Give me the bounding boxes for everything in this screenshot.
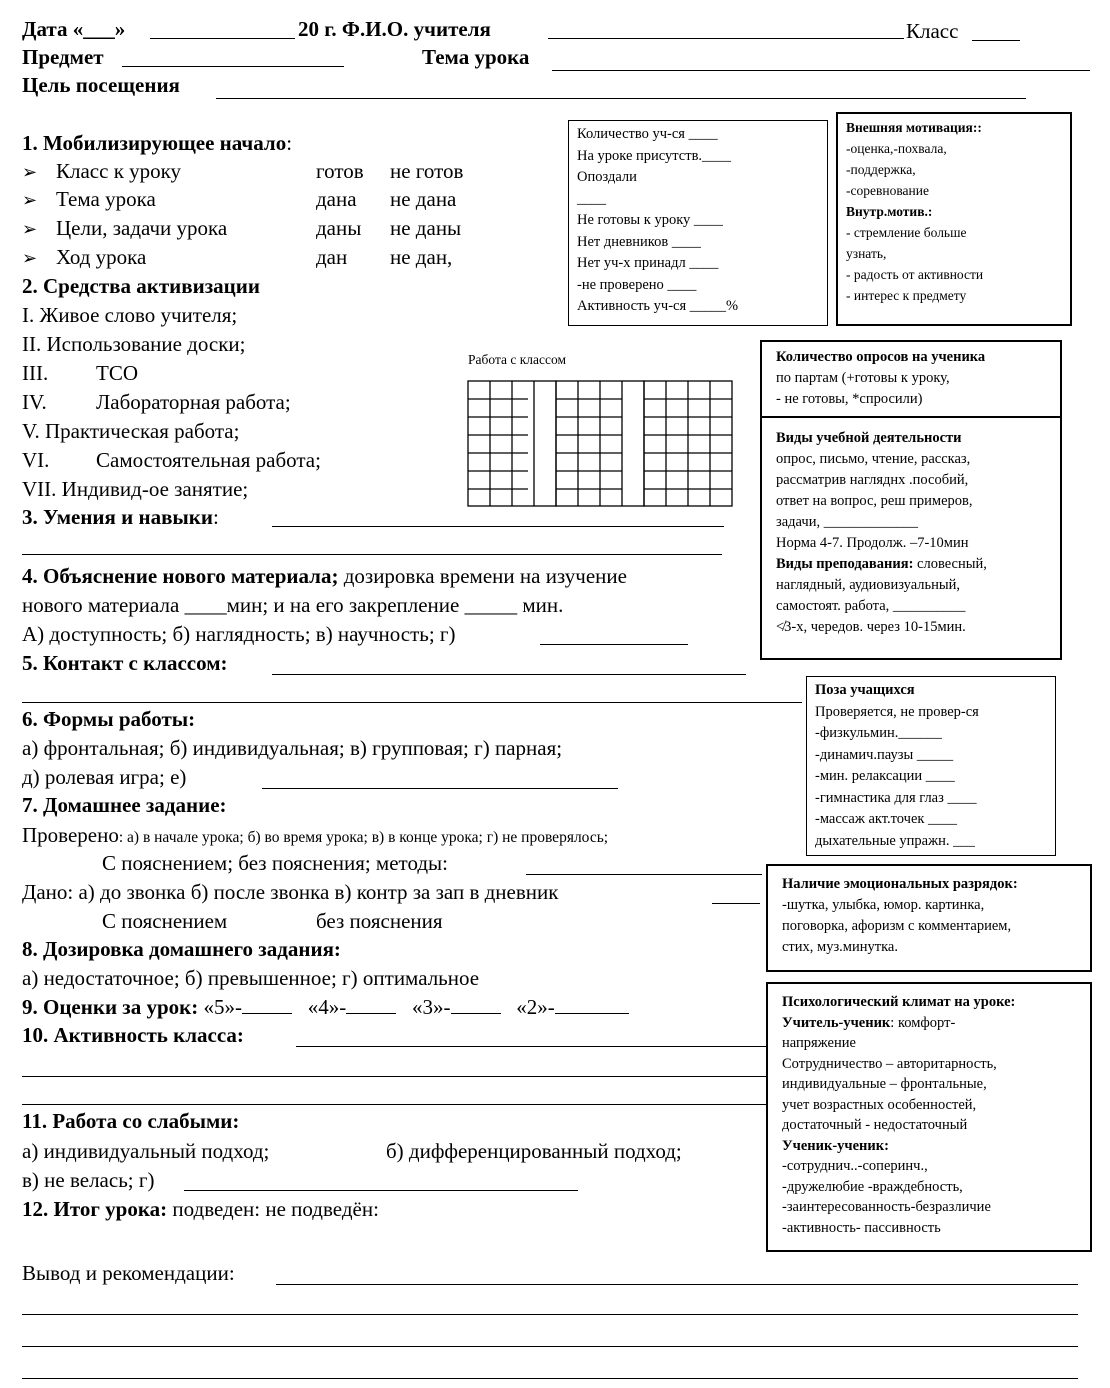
arrow-icon: ➢ bbox=[22, 219, 38, 239]
section-1-title: 1. Мобилизирующее начало: bbox=[22, 131, 293, 155]
s7-given-with-expl[interactable]: С пояснением bbox=[102, 909, 228, 933]
s1-row-3-yes[interactable]: даны bbox=[316, 216, 362, 240]
teacher-name-field[interactable] bbox=[548, 38, 904, 39]
polls-section bbox=[762, 342, 1060, 418]
polls-line: по партам (+готовы к уроку, bbox=[776, 370, 950, 386]
attendance-box bbox=[568, 120, 828, 326]
s1-row-1-no[interactable]: не готов bbox=[390, 159, 464, 183]
pose-line[interactable]: -динамич.паузы _____ bbox=[815, 746, 954, 763]
activity-line[interactable]: задачи, _____________ bbox=[776, 514, 918, 530]
s7-methods-field[interactable] bbox=[526, 874, 762, 875]
motivation-item: - стремление больше bbox=[846, 225, 967, 240]
psy-line: учет возрастных особенностей, bbox=[782, 1096, 977, 1113]
s7-given-field[interactable] bbox=[712, 903, 760, 904]
date-month-field[interactable] bbox=[150, 38, 295, 39]
motivation-int-title: Внутр.мотив.: bbox=[846, 204, 933, 219]
grade-5-field[interactable] bbox=[242, 995, 292, 1014]
attend-line[interactable]: ____ bbox=[577, 190, 606, 207]
teaching-line[interactable]: самостоят. работа, __________ bbox=[776, 598, 966, 614]
contact-field-2[interactable] bbox=[22, 702, 802, 703]
section-6-title: 6. Формы работы: bbox=[22, 707, 196, 731]
polls-title: Количество опросов на ученика bbox=[776, 349, 986, 365]
pose-line[interactable]: -гимнастика для глаз ____ bbox=[815, 789, 977, 806]
s1-row-4-no[interactable]: не дан, bbox=[390, 245, 453, 269]
s2-item-4[interactable]: IV. Лабораторная работа; bbox=[22, 390, 291, 414]
psy-line: -активность- пассивность bbox=[782, 1219, 941, 1236]
s7-checked[interactable]: Проверено: а) в начале урока; б) во время урока; в) в конце урока; г) не проверялось; bbox=[22, 823, 609, 847]
section-2-title: 2. Средства активизации bbox=[22, 274, 260, 298]
psy-sub1: Учитель-ученик: комфорт- bbox=[782, 1014, 956, 1031]
pose-line[interactable]: дыхательные упражн. ___ bbox=[815, 832, 975, 849]
activity-field-3[interactable] bbox=[22, 1104, 766, 1105]
motivation-item: -оценка,-похвала, bbox=[846, 141, 947, 156]
conclusion-field-1[interactable] bbox=[276, 1284, 1078, 1285]
section-3-title: 3. Умения и навыки: bbox=[22, 505, 219, 529]
year-teacher-label: 20 г. Ф.И.О. учителя bbox=[298, 17, 491, 41]
s11-option-c[interactable]: в) не велась; г) bbox=[22, 1168, 155, 1192]
activity-line: Норма 4-7. Продолж. –7-10мин bbox=[776, 535, 969, 551]
activity-field-2[interactable] bbox=[22, 1076, 766, 1077]
goal-field[interactable] bbox=[216, 98, 1026, 99]
motivation-item: -поддержка, bbox=[846, 162, 916, 177]
arrow-icon: ➢ bbox=[22, 248, 38, 268]
s4-other-field[interactable] bbox=[540, 644, 688, 645]
attend-line[interactable]: Количество уч-ся ____ bbox=[577, 126, 718, 142]
pose-line[interactable]: -массаж акт.точек ____ bbox=[815, 811, 958, 827]
activity-box bbox=[760, 340, 1062, 660]
s11-other-field[interactable] bbox=[184, 1190, 578, 1191]
section-12[interactable]: 12. Итог урока: подведен: не подведён: bbox=[22, 1197, 379, 1221]
psy-climate-box bbox=[766, 982, 1092, 1252]
s4-line-2[interactable]: нового материала ____мин; и на его закрепление _____ мин. bbox=[22, 593, 564, 617]
subject-field[interactable] bbox=[122, 66, 344, 67]
activity-line: рассматрив нагляднх .пособий, bbox=[776, 472, 969, 488]
psy-line: Сотрудничество – авторитарность, bbox=[782, 1055, 997, 1072]
activity-line: опрос, письмо, чтение, рассказ, bbox=[776, 451, 971, 467]
emotional-line: поговорка, афоризм с комментарием, bbox=[782, 918, 1012, 934]
skills-field-2[interactable] bbox=[22, 554, 722, 555]
subject-label: Предмет bbox=[22, 45, 104, 69]
s1-row-2-no[interactable]: не дана bbox=[390, 187, 457, 211]
s7-given-line[interactable]: Дано: а) до звонка б) после звонка в) контр за зап в дневник bbox=[22, 880, 559, 904]
attend-line[interactable]: Опоздали bbox=[577, 169, 637, 185]
pose-title: Поза учащихся bbox=[815, 682, 915, 698]
seating-grid-svg bbox=[467, 380, 735, 508]
skills-field-1[interactable] bbox=[272, 526, 724, 527]
psy-line: напряжение bbox=[782, 1035, 856, 1051]
section-9: 9. Оценки за урок: «5»- «4»- «3»- «2»- bbox=[22, 994, 629, 1020]
section-4-title: 4. Объяснение нового материала; дозировка времени на изучение bbox=[22, 564, 627, 588]
teaching-title: Виды преподавания: словесный, bbox=[776, 556, 987, 572]
activity-section bbox=[762, 418, 1060, 648]
attend-line[interactable]: Активность уч-ся _____% bbox=[577, 298, 739, 314]
attend-line[interactable]: Нет уч-х принадл ____ bbox=[577, 255, 719, 271]
psy-line: достаточный - недостаточный bbox=[782, 1117, 968, 1133]
emotional-box bbox=[766, 864, 1092, 972]
s2-item-1[interactable]: I. Живое слово учителя; bbox=[22, 303, 238, 327]
class-field[interactable] bbox=[972, 40, 1020, 41]
activity-title: Виды учебной деятельности bbox=[776, 430, 962, 446]
psy-line: индивидуальные – фронтальные, bbox=[782, 1076, 987, 1092]
attend-line[interactable]: Не готовы к уроку ____ bbox=[577, 212, 723, 228]
emotional-title: Наличие эмоциональных разрядок: bbox=[782, 876, 1018, 892]
s2-item-5[interactable]: V. Практическая работа; bbox=[22, 419, 240, 443]
teaching-line: ≮3-х, чередов. через 10-15мин. bbox=[776, 619, 966, 635]
topic-field[interactable] bbox=[552, 70, 1090, 71]
arrow-icon: ➢ bbox=[22, 162, 38, 182]
teaching-line: наглядный, аудиовизуальный, bbox=[776, 577, 961, 593]
psy-sub2: Ученик-ученик: bbox=[782, 1137, 889, 1154]
contact-field-1[interactable] bbox=[272, 674, 746, 675]
grade-2-field[interactable] bbox=[555, 995, 629, 1014]
s1-row-4-yes[interactable]: дан bbox=[316, 245, 348, 269]
motivation-box bbox=[836, 112, 1072, 326]
section-5-title: 5. Контакт с классом: bbox=[22, 651, 228, 675]
topic-label: Тема урока bbox=[422, 45, 530, 69]
conclusion-field-2[interactable] bbox=[22, 1314, 1078, 1315]
grade-4-field[interactable] bbox=[346, 995, 396, 1014]
s2-item-3[interactable]: III. ТСО bbox=[22, 361, 138, 385]
s1-row-1-yes[interactable]: готов bbox=[316, 159, 364, 183]
polls-line: - не готовы, *спросили) bbox=[776, 391, 923, 407]
s2-item-7[interactable]: VII. Индивид-ое занятие; bbox=[22, 477, 249, 501]
seating-grid-title: Работа с классом bbox=[468, 352, 567, 367]
emotional-line: стих, муз.минутка. bbox=[782, 939, 898, 955]
attend-line[interactable]: На уроке присутств.____ bbox=[577, 147, 732, 164]
s7-given-without-expl[interactable]: без пояснения bbox=[316, 909, 443, 933]
goal-label: Цель посещения bbox=[22, 73, 180, 97]
conclusion-field-4[interactable] bbox=[22, 1378, 1078, 1379]
psy-line: -сотруднич..-соперинч., bbox=[782, 1158, 928, 1174]
activity-field-1[interactable] bbox=[296, 1046, 766, 1047]
arrow-icon: ➢ bbox=[22, 190, 38, 210]
s1-row-3: ➢ Цели, задачи урока bbox=[22, 216, 228, 240]
s4-line-3[interactable]: А) доступность; б) наглядность; в) научность; г) bbox=[22, 622, 456, 646]
s1-row-2-yes[interactable]: дана bbox=[316, 187, 357, 211]
s1-row-2: ➢ Тема урока bbox=[22, 187, 156, 211]
s8-options[interactable]: а) недостаточное; б) превышенное; г) оптимальное bbox=[22, 966, 480, 990]
psy-line: -дружелюбие -враждебность, bbox=[782, 1178, 963, 1195]
s2-item-6[interactable]: VI. Самостоятельная работа; bbox=[22, 448, 321, 472]
conclusion-field-3[interactable] bbox=[22, 1346, 1078, 1347]
motivation-item: -соревнование bbox=[846, 183, 929, 198]
pose-line[interactable]: -мин. релаксации ____ bbox=[815, 768, 955, 784]
motivation-item: узнать, bbox=[846, 246, 887, 261]
s7-explanation-line[interactable]: С пояснением; без пояснения; методы: bbox=[102, 851, 448, 875]
pose-box bbox=[806, 676, 1056, 856]
s6-line-2[interactable]: д) ролевая игра; е) bbox=[22, 765, 187, 789]
s11-option-a[interactable]: а) индивидуальный подход; bbox=[22, 1139, 270, 1163]
motivation-ext-title: Внешняя мотивация:: bbox=[846, 120, 982, 135]
s6-line-1[interactable]: а) фронтальная; б) индивидуальная; в) групповая; г) парная; bbox=[22, 736, 563, 760]
conclusion-label: Вывод и рекомендации: bbox=[22, 1261, 235, 1285]
motivation-item: - радость от активности bbox=[846, 267, 984, 282]
activity-line: ответ на вопрос, реш примеров, bbox=[776, 493, 973, 509]
s1-row-4: ➢ Ход урока bbox=[22, 245, 147, 269]
attend-line[interactable]: -не проверено ____ bbox=[577, 276, 697, 293]
section-8-title: 8. Дозировка домашнего задания: bbox=[22, 937, 341, 961]
seating-grid bbox=[467, 380, 735, 513]
psy-line: -заинтересованность-безразличие bbox=[782, 1199, 991, 1215]
motivation-item: - интерес к предмету bbox=[846, 288, 967, 303]
date-label: Дата «___» bbox=[22, 17, 126, 41]
pose-line[interactable]: -физкульмин.______ bbox=[815, 725, 942, 741]
s2-item-2[interactable]: II. Использование доски; bbox=[22, 332, 246, 356]
s11-option-b[interactable]: б) дифференцированный подход; bbox=[386, 1139, 682, 1163]
s1-row-3-no[interactable]: не даны bbox=[390, 216, 462, 240]
class-label: Класс bbox=[906, 19, 959, 43]
section-11-title: 11. Работа со слабыми: bbox=[22, 1109, 240, 1133]
grade-3-field[interactable] bbox=[451, 995, 501, 1014]
pose-line[interactable]: Проверяется, не провер-ся bbox=[815, 703, 979, 720]
psy-title: Психологический климат на уроке: bbox=[782, 994, 1016, 1010]
section-10-title: 10. Активность класса: bbox=[22, 1023, 244, 1047]
s6-other-field[interactable] bbox=[262, 788, 618, 789]
s1-row-1: ➢ Класс к уроку bbox=[22, 159, 182, 183]
section-7-title: 7. Домашнее задание: bbox=[22, 793, 227, 817]
emotional-line: -шутка, улыбка, юмор. картинка, bbox=[782, 897, 985, 913]
attend-line[interactable]: Нет дневников ____ bbox=[577, 233, 701, 250]
